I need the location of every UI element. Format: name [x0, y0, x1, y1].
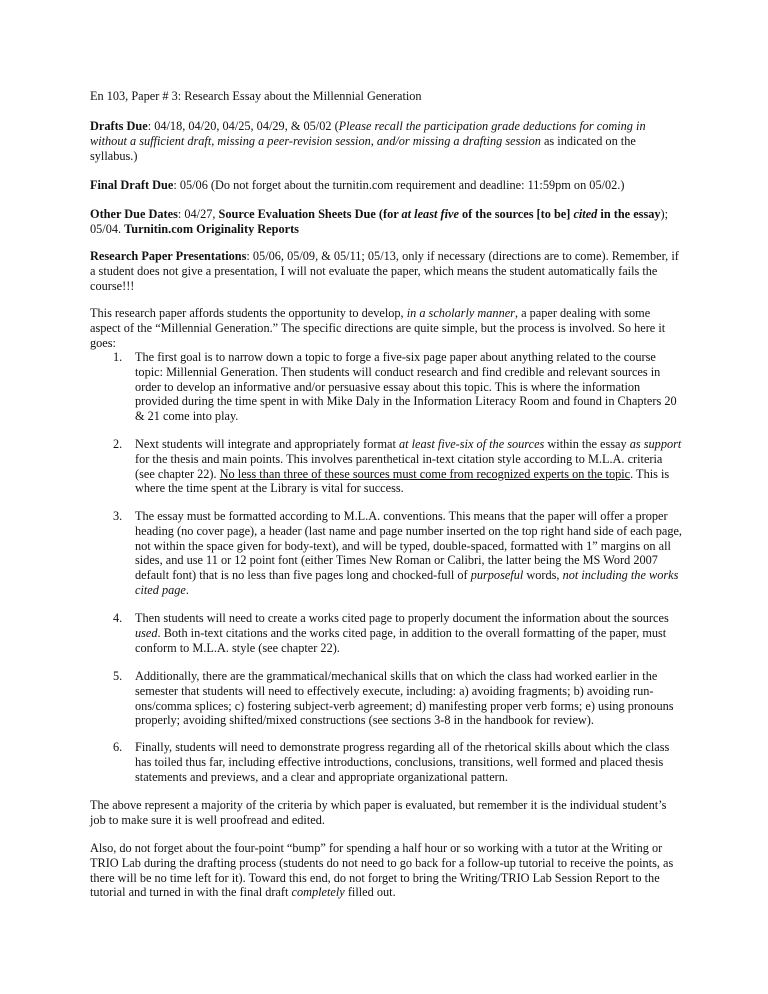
document-title: En 103, Paper # 3: Research Essay about the Millennial Generation — [90, 89, 422, 103]
presentations-paragraph: Research Paper Presentations: 05/06, 05/09, & 05/11; 05/13, only if necessary (directions are to come). Remember, if a student does not give a presentation, I will not evaluate the paper, which means the student automatically fails the course!!! — [90, 249, 679, 293]
drafts-due-label: Drafts Due — [90, 119, 148, 133]
document-page: En 103, Paper # 3: Research Essay about the Millennial Generation Drafts Due: 04/18, 04/20, 04/25, 04/29, & 05/02 (Please recall the participation grade deductions for coming in without a sufficient draft, missing a peer-revision session, and/or missing a drafting session as indicated on the syllabus.) Final Draft Due: 05/06 (Do not forget about the turnitin.com requirement and deadline: 11:59pm on 05/02.) Other Due Dates: 04/27, Source Evaluation Sheets Due (for at least five of the sources [to be] cited in the essay); 05/04. Turnitin.com Originality Reports Research Paper Presentations: 05/06, 05/09, & 05/11; 05/13, only if necessary (directions are to come). Remember, if a student does not give a presentation, I will not evaluate the paper, which means the student automatically fails the course!!! This research paper affords students the opportunity to develop, in a scholarly manner, a paper dealing with some aspect of the “Millennial Generation.” The specific directions are quite simple, but the process is involved. So here it goes: 1. The first goal is to narrow down a topic to forge a five-six page paper about anything related to the course topic: Millennial Generation. Then students will conduct research and find credible and relevant sources in order to develop an informative and/or persuasive essay about this topic. This is where the information provided during the time spent in with Mike Daly in the Information Literacy Room and found in Chapters 20 & 21 come into play. 2. Next students will integrate and appropriately format at least five-six of the sources within the essay as support for the thesis and main points. This involves parenthetical in-text citation style according to M.L.A. criteria (see chapter 22). No less than three of these sources must come from recognized experts on the topic. This is where the time spent at the Library is vital for success. 3. The essay must be formatted according to M.L.A. conventions. This means that the paper will offer a proper heading (no cover page), a header (last name and page number inserted on the top right hand side of each page, not within the space given for body-text), and will be typed, double-spaced, formatted with 1” margins on all sides, and use 11 or 12 point font (either Times New Roman or Calibri, the latter being the MS Word 2007 default font) that is no less than five pages long and chocked-full of purposeful words, not including the works cited page. 4. Then students will need to create a works cited page to properly document the information about the sources used. Both in-text citations and the works cited page, in addition to the overall formatting of the paper, must conform to M.L.A. style (see chapter 22). 5. Additionally, there are the grammatical/mechanical skills that on which the class had worked earlier in the semester that students will need to effectively execute, including: a) avoiding fragments; b) avoiding run-ons/comma splices; c) fostering subject-verb agreement; d) manifesting proper verb forms; e) using pronouns properly; avoiding shifted/mixed constructions (see sections 3-8 in the handbook for review). 6. Finally, students will need to demonstrate progress regarding all of the rhetorical skills about which the class has toiled thus far, including effective introductions, conclusions, transitions, well formed and placed thesis statements and previews, and a clear and appropriate organizational pattern. The above represent a majority of the criteria by which paper is evaluated, but remember it is the individual student’s job to make sure it is well proofread and edited. Also, do not forget about the four-point “bump” for spending a half hour or so working with a tutor at the Writing or TRIO Lab during the drafting process (students do not need to go back for a follow-up tutorial to receive the points, as there will be no time left for it). Toward this end, do not forget to bring the Writing/TRIO Lab Session Report to the tutorial and turned in with the final draft completely filled out. — [90, 89, 682, 900]
final-draft-due-paragraph: Final Draft Due: 05/06 (Do not forget about the turnitin.com requirement and deadline: 11:59pm on 05/02.) — [90, 178, 625, 192]
intro-paragraph: This research paper affords students the opportunity to develop, in a scholarly manner, a paper dealing with some aspect of the “Millennial Generation.” The specific directions are quite simple, but the process is involved. So here it goes: — [90, 306, 666, 350]
other-due-dates-paragraph: Other Due Dates: 04/27, Source Evaluation Sheets Due (for at least five of the sources [to be] cited in the essay); 05/04. Turnitin.com Originality Reports — [90, 207, 669, 236]
final-draft-label: Final Draft Due — [90, 178, 174, 192]
other-due-dates-label: Other Due Dates — [90, 207, 178, 221]
closing-paragraph: The above represent a majority of the criteria by which paper is evaluated, but remember it is the individual student’s job to make sure it is well proofread and edited. — [90, 798, 667, 827]
drafts-due-paragraph: Drafts Due: 04/18, 04/20, 04/25, 04/29, & 05/02 (Please recall the participation grade deductions for coming in without a sufficient draft, missing a peer-revision session, and/or missing a drafting session as indicated on the syllabus.) — [90, 119, 646, 163]
tutor-paragraph: Also, do not forget about the four-point “bump” for spending a half hour or so working with a tutor at the Writing or TRIO Lab during the drafting process (students do not need to go back for a follow-up tutorial to receive the points, as there will be no time left for it). Toward this end, do not forget to bring the Writing/TRIO Lab Session Report to the tutorial and turned in with the final draft completely filled out. — [90, 841, 674, 900]
underlined-requirement: No less than three of these sources must come from recognized experts on the topic — [219, 466, 631, 481]
presentations-label: Research Paper Presentations — [90, 249, 247, 263]
